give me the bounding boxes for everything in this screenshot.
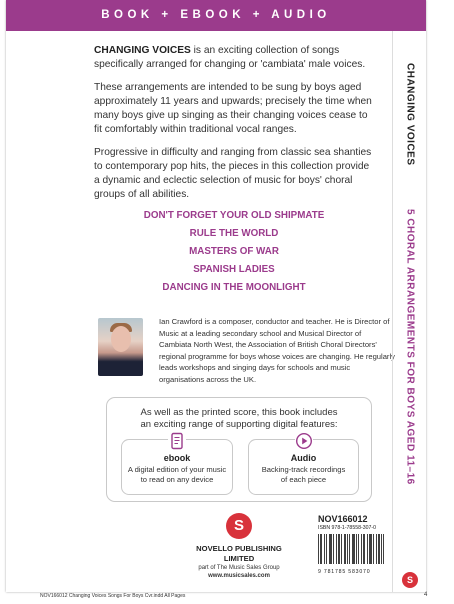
- publisher-group: part of The Music Sales Group: [198, 565, 280, 571]
- spine: [392, 31, 426, 592]
- publisher-logo: S: [226, 513, 252, 539]
- intro-title: CHANGING VOICES: [94, 45, 191, 56]
- spine-title-wrap: [393, 63, 426, 166]
- digital-features-title-line-2: an exciting range of supporting digital features:: [140, 419, 338, 430]
- print-slug: NOV166012 Changing Voices Songs For Boys Cvr.indd All Pages: [40, 593, 186, 599]
- publisher-name: NOVELLO PUBLISHING LIMITED: [196, 544, 282, 563]
- song-item: RULE THE WORLD: [189, 228, 279, 239]
- song-list: [94, 207, 374, 297]
- song-item: MASTERS OF WAR: [189, 246, 279, 257]
- audio-feature-description: [249, 465, 358, 485]
- audio-feature-card: [248, 439, 359, 495]
- intro-paragraph-2: These arrangements are intended to be sung by boys aged approximately 11 years and upwards; precisely the time when many boys give up singing as their changing voices cease to fit comfortably within traditional vocal ranges.: [94, 82, 372, 135]
- author-bio: Ian Crawford is a composer, conductor and teacher. He is Director of Music at a leading secondary school and Musical Director of Cambiata North West, the Association of British Choral Directors' regional programme for boys whose voices are changing. He regularly leads workshops and singing days for schools and music organisations across the UK.: [159, 317, 395, 384]
- audio-feature-description-line-1: Backing-track recordings: [261, 465, 346, 474]
- ebook-icon: [168, 432, 186, 450]
- audio-feature-name: Audio: [290, 453, 317, 463]
- ebook-feature-name: ebook: [163, 453, 191, 463]
- isbn-number: ISBN 978-1-78558-307-0: [318, 525, 376, 531]
- intro-paragraph-1: [94, 44, 374, 72]
- spine-logo: S: [402, 572, 418, 588]
- song-item: DON'T FORGET YOUR OLD SHIPMATE: [143, 210, 325, 221]
- intro-paragraph-1-rest: is an exciting collection of songs specifically arranged for changing or 'cambiata' male voices.: [94, 45, 366, 70]
- song-item: SPANISH LADIES: [193, 264, 275, 275]
- spine-title: CHANGING VOICES: [404, 63, 416, 166]
- publisher-block: [184, 513, 294, 580]
- spine-subtitle-wrap: [393, 209, 426, 485]
- author-photo-face: [111, 326, 131, 352]
- page-number: 4: [424, 592, 428, 598]
- digital-features-title-line-1: As well as the printed score, this book includes: [140, 407, 338, 418]
- publisher-url: www.musicsales.com: [208, 573, 270, 579]
- product-code: NOV166012: [318, 514, 368, 524]
- ebook-feature-description-line-1: A digital edition of your music: [127, 465, 227, 474]
- digital-features-box: [106, 397, 372, 502]
- barcode-block: [318, 525, 384, 573]
- digital-features-title: [107, 407, 371, 431]
- intro-paragraph-3: Progressive in difficulty and ranging from classic sea shanties to contemporary pop hits, the pieces in this collection provide a dynamic and eclectic selection of music for boys' choral groups of all abilities.: [94, 147, 372, 200]
- play-icon: [295, 432, 313, 450]
- audio-feature-description-line-2: of each piece: [280, 475, 327, 484]
- spine-subtitle: 5 CHORAL ARRANGEMENTS FOR BOYS AGED 11–16: [404, 209, 416, 485]
- ebook-feature-card: [121, 439, 233, 495]
- intro-text: [94, 44, 374, 211]
- barcode-digits: 9 781785 583070: [318, 569, 371, 575]
- song-item: DANCING IN THE MOONLIGHT: [162, 282, 306, 293]
- author-photo: [98, 318, 143, 376]
- ebook-feature-description-line-2: to read on any device: [140, 475, 214, 484]
- format-banner: BOOK + EBOOK + AUDIO: [6, 0, 426, 31]
- ebook-feature-description: [122, 465, 232, 485]
- book-cover: [6, 0, 426, 592]
- barcode-image: [318, 534, 384, 564]
